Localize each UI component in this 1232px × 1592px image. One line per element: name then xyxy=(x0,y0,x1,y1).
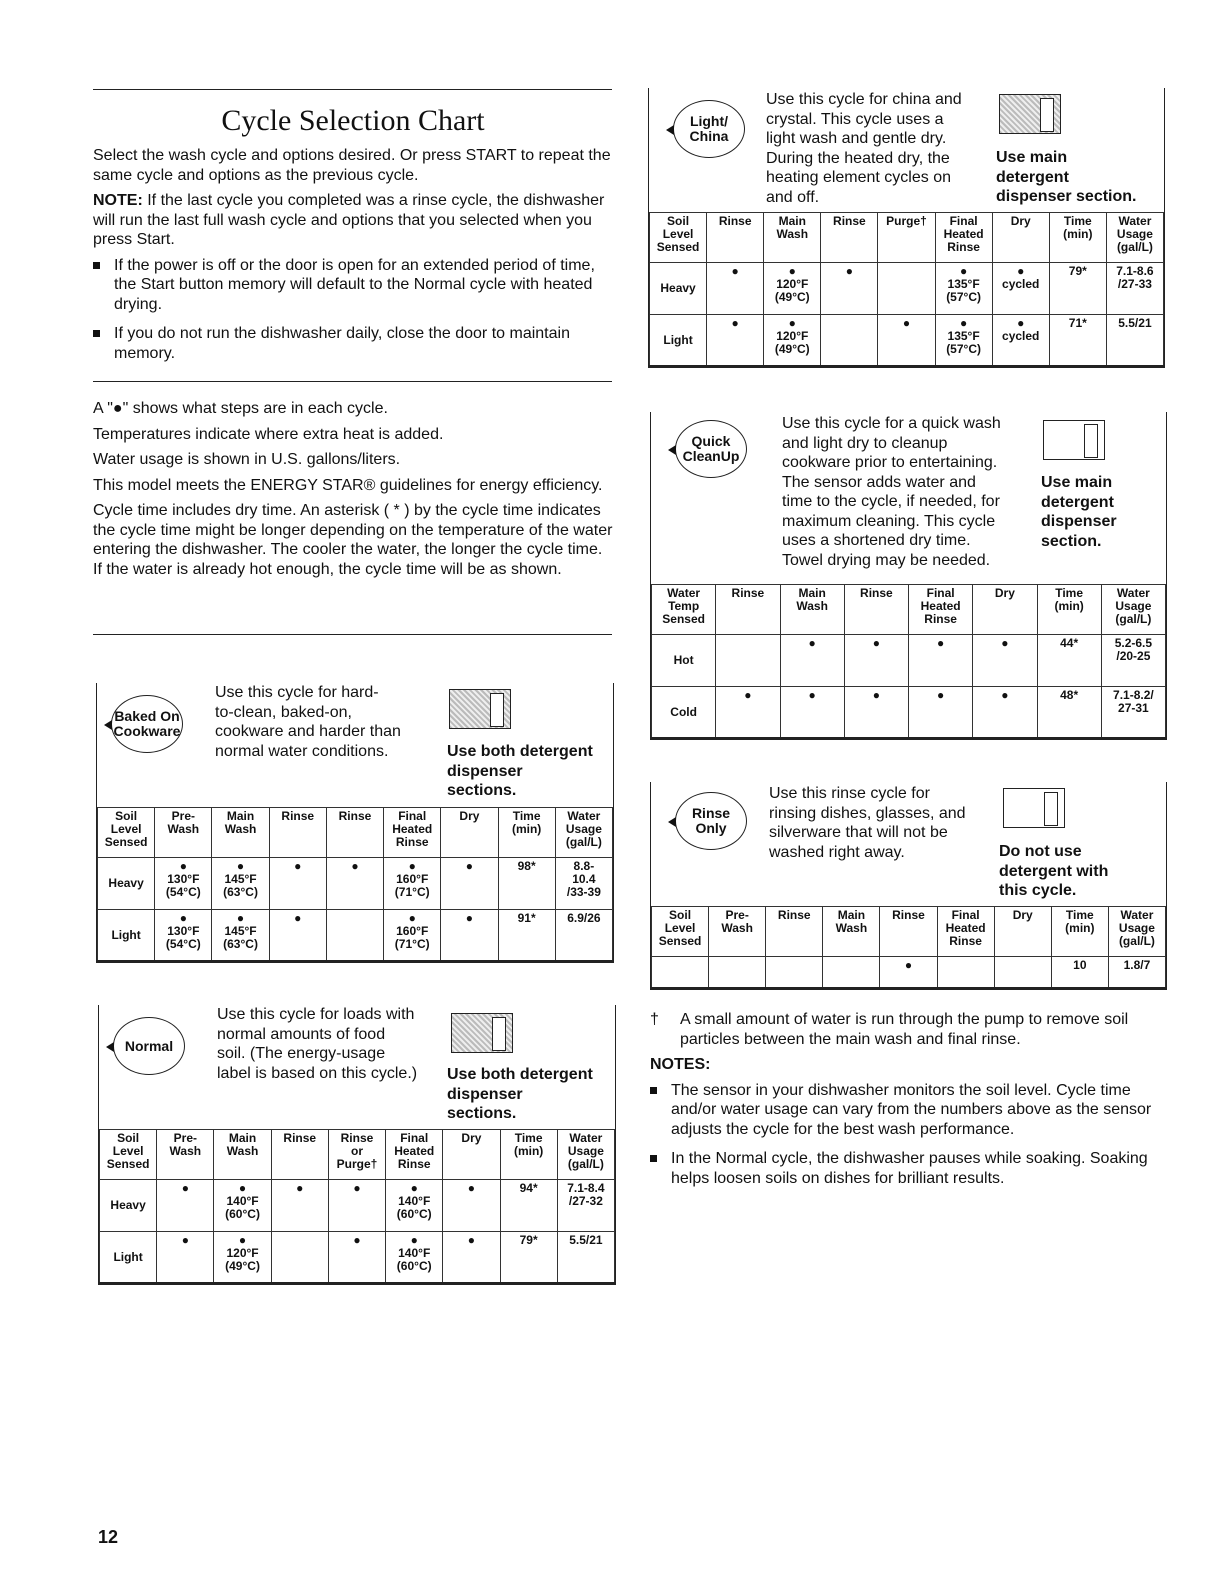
column-header: Dry xyxy=(441,808,498,858)
table-cell xyxy=(994,957,1051,989)
column-header: Soil Level Sensed xyxy=(650,213,707,263)
dispenser-note: Use main detergent dispenser section. xyxy=(996,149,1137,205)
cycle-badge: Light/ China xyxy=(673,100,745,158)
dispenser-icon xyxy=(999,94,1061,134)
table-cell xyxy=(937,957,994,989)
column-header: Time (min) xyxy=(500,1130,557,1180)
table-row xyxy=(650,315,1164,367)
table-cell: 48* xyxy=(1037,687,1101,739)
table-row xyxy=(652,635,1166,687)
table-cell: ● 130°F (54°C) xyxy=(155,858,212,910)
column-header: Water Usage (gal/L) xyxy=(1106,213,1163,263)
footnote-text: A small amount of water is run through the pump to remove soil particles between the main wash and final rinse. xyxy=(680,1011,1129,1048)
intro xyxy=(93,146,613,373)
table-cell: ● xyxy=(716,687,780,739)
table-cell: 7.1-8.4 /27-32 xyxy=(557,1180,614,1232)
legend-line: Water usage is shown in U.S. gallons/liters. xyxy=(93,451,401,468)
cycle-badge: Normal xyxy=(113,1017,185,1075)
table-cell: 44* xyxy=(1037,635,1101,687)
table-header-row xyxy=(100,1130,615,1180)
cycle-table xyxy=(649,212,1164,368)
table-cell: ● xyxy=(973,687,1037,739)
page-number: 12 xyxy=(98,1527,119,1547)
cycle-badge: Baked On Cookware xyxy=(111,695,183,753)
table-cell xyxy=(878,263,935,315)
table-row xyxy=(98,858,613,910)
bullet xyxy=(93,324,613,363)
cycle-baked-on-cookware xyxy=(96,683,614,963)
column-header: Time (min) xyxy=(1037,585,1101,635)
dispenser-icon xyxy=(1003,788,1065,828)
table-cell: ● xyxy=(844,635,908,687)
row-label: Light xyxy=(650,315,707,367)
table-row xyxy=(98,910,613,962)
dispenser-note: Use both detergent dispenser sections. xyxy=(447,743,593,799)
table-cell xyxy=(716,635,780,687)
table-cell xyxy=(821,315,878,367)
table-cell xyxy=(271,1232,328,1284)
table-header-row xyxy=(650,213,1164,263)
note-text: The sensor in your dishwasher monitors the soil level. Cycle time and/or water usage can vary from the numbers above as the sensor adjusts the cycle for the best wash performance. xyxy=(671,1081,1152,1138)
notes-label: NOTES: xyxy=(650,1056,711,1073)
cycle-description: Use this rinse cycle for rinsing dishes, glasses, and silverware that will not be washed right away. xyxy=(769,785,966,861)
table-cell: 71* xyxy=(1049,315,1106,367)
dispenser-note: Do not use detergent with this cycle. xyxy=(999,843,1109,899)
note-text: In the Normal cycle, the dishwasher pauses while soaking. Soaking helps loosen soils on dishes for brilliant results. xyxy=(671,1150,1148,1187)
row-label: Light xyxy=(100,1232,157,1284)
cycle-table xyxy=(99,1129,615,1285)
cycle-description: Use this cycle for hard- to-clean, baked-on, cookware and harder than normal water conditions. xyxy=(215,684,401,760)
table-cell: ● xyxy=(157,1232,214,1284)
table-cell: 1.8/7 xyxy=(1108,957,1165,989)
table-cell: ● xyxy=(271,1180,328,1232)
column-header: Final Heated Rinse xyxy=(937,907,994,957)
divider xyxy=(93,634,612,635)
table-cell: ● xyxy=(878,315,935,367)
row-label: Heavy xyxy=(650,263,707,315)
table-cell: 98* xyxy=(498,858,555,910)
bullet-icon xyxy=(650,1155,657,1162)
table-cell: ● xyxy=(269,910,326,962)
dispenser-icon xyxy=(451,1013,513,1053)
column-header: Soil Level Sensed xyxy=(98,808,155,858)
column-header: Rinse xyxy=(326,808,383,858)
table-cell: 7.1-8.2/ 27-31 xyxy=(1101,687,1165,739)
table-cell: ● xyxy=(326,858,383,910)
table-cell: ● 120°F (49°C) xyxy=(764,263,821,315)
column-header: Main Wash xyxy=(764,213,821,263)
cycle-quick-cleanup xyxy=(650,412,1167,740)
table-cell: 91* xyxy=(498,910,555,962)
column-header: Water Usage (gal/L) xyxy=(557,1130,614,1180)
row-label: Light xyxy=(98,910,155,962)
table-cell: ● 160°F (71°C) xyxy=(384,858,441,910)
table-cell xyxy=(326,910,383,962)
cycle-badge: Quick CleanUp xyxy=(675,420,747,478)
table-cell: ● 130°F (54°C) xyxy=(155,910,212,962)
table-header-row xyxy=(98,808,613,858)
table-cell: ● cycled xyxy=(992,263,1049,315)
note-item xyxy=(650,1081,1170,1140)
note-label: NOTE: xyxy=(93,192,143,209)
column-header: Pre- Wash xyxy=(155,808,212,858)
page-title: Cycle Selection Chart xyxy=(221,104,485,137)
table-cell: ● xyxy=(780,687,844,739)
bullet xyxy=(93,256,613,315)
table-cell: ● 135°F (57°C) xyxy=(935,263,992,315)
bullet-icon xyxy=(650,1087,657,1094)
dispenser-icon xyxy=(449,689,511,729)
column-header: Water Usage (gal/L) xyxy=(1101,585,1165,635)
column-header: Time (min) xyxy=(1051,907,1108,957)
column-header: Rinse or Purge† xyxy=(328,1130,385,1180)
table-cell: ● xyxy=(821,263,878,315)
column-header: Rinse xyxy=(716,585,780,635)
table-header-row xyxy=(652,907,1166,957)
dispenser-icon xyxy=(1043,420,1105,460)
table-cell xyxy=(709,957,766,989)
table-cell: 8.8- 10.4 /33-39 xyxy=(555,858,612,910)
table-cell: ● xyxy=(157,1180,214,1232)
column-header: Pre- Wash xyxy=(157,1130,214,1180)
table-cell: ● 160°F (71°C) xyxy=(384,910,441,962)
cycle-table xyxy=(651,906,1166,990)
table-cell: ● 140°F (60°C) xyxy=(386,1180,443,1232)
row-label xyxy=(652,957,709,989)
table-cell: ● xyxy=(328,1232,385,1284)
row-label: Hot xyxy=(652,635,716,687)
table-cell: ● 140°F (60°C) xyxy=(386,1232,443,1284)
table-cell: ● 140°F (60°C) xyxy=(214,1180,271,1232)
table-cell: ● xyxy=(269,858,326,910)
cycle-rinse-only xyxy=(650,782,1167,990)
cycle-badge: Rinse Only xyxy=(675,792,747,850)
table-cell: 6.9/26 xyxy=(555,910,612,962)
top-rule xyxy=(93,89,612,90)
table-cell: ● xyxy=(707,315,764,367)
legend xyxy=(93,399,613,585)
cycle-normal xyxy=(98,1005,616,1285)
column-header: Rinse xyxy=(844,585,908,635)
table-cell: ● 145°F (63°C) xyxy=(212,858,269,910)
table-cell: ● xyxy=(441,910,498,962)
bullet-icon xyxy=(93,330,100,337)
cycle-light-china xyxy=(648,88,1165,368)
column-header: Final Heated Rinse xyxy=(386,1130,443,1180)
row-label: Cold xyxy=(652,687,716,739)
table-cell: 79* xyxy=(500,1232,557,1284)
cycle-table xyxy=(97,807,613,963)
cycle-steps-table xyxy=(99,1129,615,1285)
column-header: Water Usage (gal/L) xyxy=(1108,907,1165,957)
table-row xyxy=(652,687,1166,739)
column-header: Dry xyxy=(992,213,1049,263)
table-cell: ● 145°F (63°C) xyxy=(212,910,269,962)
table-cell: 5.5/21 xyxy=(1106,315,1163,367)
table-cell: ● 120°F (49°C) xyxy=(214,1232,271,1284)
column-header: Time (min) xyxy=(498,808,555,858)
table-cell: 5.5/21 xyxy=(557,1232,614,1284)
legend-line: A "●" shows what steps are in each cycle. xyxy=(93,400,388,417)
legend-line: This model meets the ENERGY STAR® guidelines for energy efficiency. xyxy=(93,476,603,494)
cycle-steps-table xyxy=(651,584,1166,740)
cycle-description: Use this cycle for loads with normal amounts of food soil. (The energy-usage label is based on this cycle.) xyxy=(217,1006,418,1082)
legend-line: Temperatures indicate where extra heat is added. xyxy=(93,425,444,443)
table-cell: ● 135°F (57°C) xyxy=(935,315,992,367)
column-header: Rinse xyxy=(707,213,764,263)
cycle-description: Use this cycle for a quick wash and light dry to cleanup cookware prior to entertaining. The sensor adds water and time to the cycle, if needed, for maximum cleaning. This cycle uses a shortened dry time. Towel drying may be needed. xyxy=(782,415,1001,569)
cycle-steps-table xyxy=(97,807,613,963)
table-row xyxy=(100,1180,615,1232)
column-header: Dry xyxy=(994,907,1051,957)
column-header: Dry xyxy=(443,1130,500,1180)
table-cell: 7.1-8.6 /27-33 xyxy=(1106,263,1163,315)
dagger-mark: † xyxy=(650,1011,659,1028)
column-header: Final Heated Rinse xyxy=(935,213,992,263)
column-header: Pre- Wash xyxy=(709,907,766,957)
notes-area xyxy=(650,1010,1170,1198)
column-header: Soil Level Sensed xyxy=(652,907,709,957)
table-row xyxy=(100,1232,615,1284)
table-cell: ● xyxy=(780,635,844,687)
column-header: Rinse xyxy=(271,1130,328,1180)
divider xyxy=(93,381,612,382)
column-header: Purge† xyxy=(878,213,935,263)
table-cell xyxy=(766,957,823,989)
cycle-description: Use this cycle for china and crystal. This cycle uses a light wash and gentle dry. During the heated dry, the heating element cycles on and off. xyxy=(766,91,962,206)
column-header: Rinse xyxy=(766,907,823,957)
table-cell: ● xyxy=(707,263,764,315)
table-cell: ● xyxy=(328,1180,385,1232)
table-cell: ● xyxy=(909,635,973,687)
dispenser-note: Use main detergent dispenser section. xyxy=(1041,474,1117,550)
bullet-text: If you do not run the dishwasher daily, close the door to maintain memory. xyxy=(114,325,570,362)
table-cell xyxy=(823,957,880,989)
column-header: Rinse xyxy=(269,808,326,858)
bullet-text: If the power is off or the door is open for an extended period of time, the Start button memory will default to the Normal cycle with heated drying. xyxy=(114,256,595,313)
column-header: Soil Level Sensed xyxy=(100,1130,157,1180)
column-header: Rinse xyxy=(821,213,878,263)
cycle-steps-table xyxy=(651,906,1166,990)
table-cell: 79* xyxy=(1049,263,1106,315)
table-cell: ● xyxy=(909,687,973,739)
table-cell: ● xyxy=(880,957,937,989)
column-header: Main Wash xyxy=(212,808,269,858)
column-header: Water Temp Sensed xyxy=(652,585,716,635)
table-cell: ● xyxy=(443,1180,500,1232)
intro-text: Select the wash cycle and options desired. Or press START to repeat the same cycle and options as the previous cycle. xyxy=(93,147,611,184)
cycle-table xyxy=(651,584,1166,740)
note-item xyxy=(650,1149,1170,1188)
row-label: Heavy xyxy=(98,858,155,910)
row-label: Heavy xyxy=(100,1180,157,1232)
table-cell: 94* xyxy=(500,1180,557,1232)
column-header: Final Heated Rinse xyxy=(909,585,973,635)
column-header: Time (min) xyxy=(1049,213,1106,263)
table-row xyxy=(650,263,1164,315)
column-header: Main Wash xyxy=(780,585,844,635)
column-header: Dry xyxy=(973,585,1037,635)
note-text: If the last cycle you completed was a rinse cycle, the dishwasher will run the last full wash cycle and options that you selected when you press Start. xyxy=(93,192,605,248)
table-header-row xyxy=(652,585,1166,635)
column-header: Rinse xyxy=(880,907,937,957)
note xyxy=(93,191,613,250)
table-cell: ● xyxy=(441,858,498,910)
cycle-steps-table xyxy=(649,212,1164,368)
table-cell: ● xyxy=(973,635,1037,687)
table-cell: 5.2-6.5 /20-25 xyxy=(1101,635,1165,687)
table-cell: ● xyxy=(844,687,908,739)
table-cell: ● xyxy=(443,1232,500,1284)
table-row xyxy=(652,957,1166,989)
legend-line: Cycle time includes dry time. An asterisk ( * ) by the cycle time indicates the cycle time might be longer depending on the temperature of the water entering the dishwasher. The cooler the water, the longer the cycle time. If the water is already hot enough, the cycle time will be as shown. xyxy=(93,502,613,578)
table-cell: 10 xyxy=(1051,957,1108,989)
column-header: Main Wash xyxy=(823,907,880,957)
table-cell: ● 120°F (49°C) xyxy=(764,315,821,367)
bullet-icon xyxy=(93,262,100,269)
table-cell: ● cycled xyxy=(992,315,1049,367)
column-header: Final Heated Rinse xyxy=(384,808,441,858)
footnote xyxy=(650,1010,1170,1049)
column-header: Main Wash xyxy=(214,1130,271,1180)
dispenser-note: Use both detergent dispenser sections. xyxy=(447,1066,593,1122)
column-header: Water Usage (gal/L) xyxy=(555,808,612,858)
